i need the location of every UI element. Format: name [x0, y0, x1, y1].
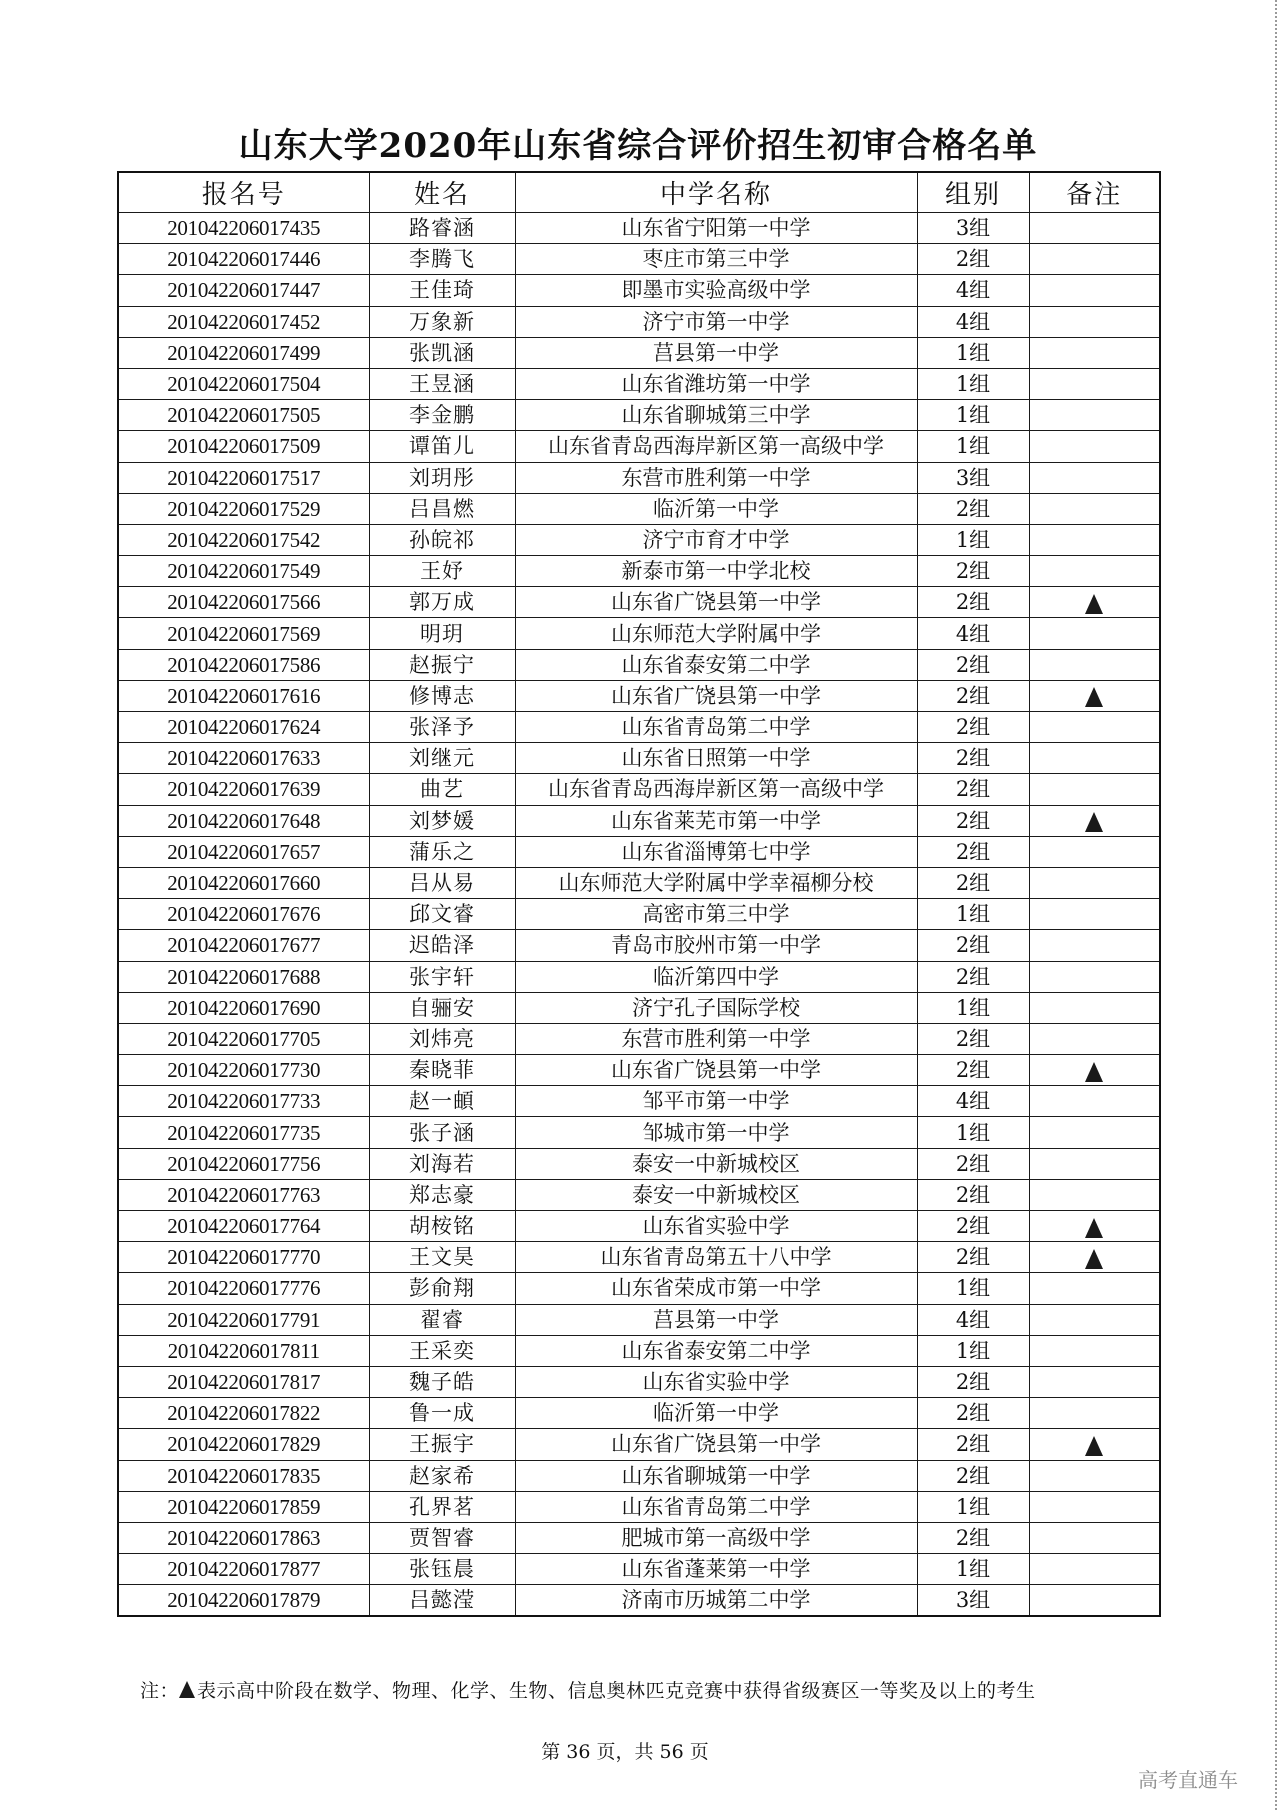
table-row — [118, 867, 1160, 898]
registration-id-cell: 201042206017504 — [118, 368, 369, 399]
registration-id-cell: 201042206017770 — [118, 1242, 369, 1273]
table-row — [118, 1491, 1160, 1522]
remark-cell — [1029, 213, 1160, 244]
student-name-cell: 邱文睿 — [369, 899, 515, 930]
school-name-cell: 山东师范大学附属中学 — [515, 618, 917, 649]
school-name-cell: 邹平市第一中学 — [515, 1086, 917, 1117]
footnote-text: 表示高中阶段在数学、物理、化学、生物、信息奥林匹克竞赛中获得省级赛区一等奖及以上的考生 — [197, 1680, 1036, 1702]
group-cell: 2组 — [917, 1522, 1029, 1553]
school-name-cell: 山东省蓬莱第一中学 — [515, 1554, 917, 1585]
registration-id-cell: 201042206017446 — [118, 244, 369, 275]
school-name-cell: 青岛市胶州市第一中学 — [515, 930, 917, 961]
table-row — [118, 1211, 1160, 1242]
remark-cell — [1029, 930, 1160, 961]
group-cell: 1组 — [917, 400, 1029, 431]
registration-id-cell: 201042206017517 — [118, 462, 369, 493]
registration-id-cell: 201042206017690 — [118, 992, 369, 1023]
registration-id-cell: 201042206017657 — [118, 836, 369, 867]
group-cell: 2组 — [917, 493, 1029, 524]
table-row — [118, 1242, 1160, 1273]
school-name-cell: 济宁孔子国际学校 — [515, 992, 917, 1023]
student-name-cell: 张凯涵 — [369, 337, 515, 368]
remark-cell — [1029, 400, 1160, 431]
admission-list-table — [117, 171, 1161, 1617]
student-name-cell: 自骊安 — [369, 992, 515, 1023]
school-name-cell: 东营市胜利第一中学 — [515, 1023, 917, 1054]
group-cell: 2组 — [917, 1460, 1029, 1491]
student-name-cell: 王佳琦 — [369, 275, 515, 306]
remark-cell — [1029, 1491, 1160, 1522]
student-name-cell: 王妤 — [369, 556, 515, 587]
registration-id-cell: 201042206017822 — [118, 1398, 369, 1429]
group-cell: 1组 — [917, 1335, 1029, 1366]
registration-id-cell: 201042206017676 — [118, 899, 369, 930]
school-name-cell: 山东省广饶县第一中学 — [515, 1055, 917, 1086]
table-row — [118, 556, 1160, 587]
group-cell: 2组 — [917, 556, 1029, 587]
table-row — [118, 1460, 1160, 1491]
group-cell: 2组 — [917, 867, 1029, 898]
student-name-cell: 郑志豪 — [369, 1179, 515, 1210]
table-row — [118, 743, 1160, 774]
school-name-cell: 山东省青岛第五十八中学 — [515, 1242, 917, 1273]
remark-cell — [1029, 1398, 1160, 1429]
group-cell: 2组 — [917, 1242, 1029, 1273]
remark-cell — [1029, 337, 1160, 368]
table-row — [118, 1273, 1160, 1304]
remark-cell — [1029, 1585, 1160, 1617]
registration-id-cell: 201042206017633 — [118, 743, 369, 774]
remark-cell — [1029, 805, 1160, 836]
student-name-cell: 刘海若 — [369, 1148, 515, 1179]
student-name-cell: 吕懿滢 — [369, 1585, 515, 1617]
group-cell: 4组 — [917, 275, 1029, 306]
group-cell: 2组 — [917, 774, 1029, 805]
registration-id-cell: 201042206017705 — [118, 1023, 369, 1054]
school-name-cell: 邹城市第一中学 — [515, 1117, 917, 1148]
school-name-cell: 临沂第一中学 — [515, 493, 917, 524]
table-row — [118, 1429, 1160, 1460]
registration-id-cell: 201042206017616 — [118, 680, 369, 711]
student-name-cell: 刘玥彤 — [369, 462, 515, 493]
school-name-cell: 即墨市实验高级中学 — [515, 275, 917, 306]
page-number: 第 36 页，共 56 页 — [541, 1741, 709, 1763]
triangle-icon — [1085, 1436, 1103, 1456]
remark-cell — [1029, 712, 1160, 743]
registration-id-cell: 201042206017735 — [118, 1117, 369, 1148]
remark-cell — [1029, 493, 1160, 524]
table-row — [118, 992, 1160, 1023]
group-cell: 1组 — [917, 368, 1029, 399]
group-cell: 2组 — [917, 1398, 1029, 1429]
registration-id-cell: 201042206017566 — [118, 587, 369, 618]
remark-cell — [1029, 1335, 1160, 1366]
registration-id-cell: 201042206017452 — [118, 306, 369, 337]
table-row — [118, 1585, 1160, 1617]
student-name-cell: 张钰晨 — [369, 1554, 515, 1585]
table-row — [118, 1179, 1160, 1210]
table-row — [118, 1148, 1160, 1179]
student-name-cell: 迟皓泽 — [369, 930, 515, 961]
group-cell: 2组 — [917, 805, 1029, 836]
footnote — [140, 1678, 1036, 1704]
group-cell: 1组 — [917, 1554, 1029, 1585]
remark-cell — [1029, 1304, 1160, 1335]
student-name-cell: 蒲乐之 — [369, 836, 515, 867]
group-cell: 2组 — [917, 1211, 1029, 1242]
group-cell: 1组 — [917, 899, 1029, 930]
group-cell: 2组 — [917, 1429, 1029, 1460]
school-name-cell: 山东省广饶县第一中学 — [515, 1429, 917, 1460]
table-row — [118, 1055, 1160, 1086]
group-cell: 4组 — [917, 306, 1029, 337]
table-row — [118, 587, 1160, 618]
registration-id-cell: 201042206017877 — [118, 1554, 369, 1585]
group-cell: 2组 — [917, 1055, 1029, 1086]
remark-cell — [1029, 649, 1160, 680]
group-cell: 3组 — [917, 462, 1029, 493]
remark-cell — [1029, 1023, 1160, 1054]
registration-id-cell: 201042206017764 — [118, 1211, 369, 1242]
school-name-cell: 山东省荣成市第一中学 — [515, 1273, 917, 1304]
student-name-cell: 曲艺 — [369, 774, 515, 805]
table-header-row — [118, 172, 1160, 213]
school-name-cell: 山东省青岛第二中学 — [515, 1491, 917, 1522]
school-name-cell: 东营市胜利第一中学 — [515, 462, 917, 493]
school-name-cell: 莒县第一中学 — [515, 1304, 917, 1335]
registration-id-cell: 201042206017569 — [118, 618, 369, 649]
school-name-cell: 山东省聊城第三中学 — [515, 400, 917, 431]
remark-cell — [1029, 556, 1160, 587]
table-row — [118, 805, 1160, 836]
table-row — [118, 1086, 1160, 1117]
school-name-cell: 山东省聊城第一中学 — [515, 1460, 917, 1491]
remark-cell — [1029, 743, 1160, 774]
group-cell: 1组 — [917, 1117, 1029, 1148]
registration-id-cell: 201042206017499 — [118, 337, 369, 368]
remark-cell — [1029, 1179, 1160, 1210]
table-row — [118, 462, 1160, 493]
table-row — [118, 836, 1160, 867]
student-name-cell: 孔界茗 — [369, 1491, 515, 1522]
registration-id-cell: 201042206017447 — [118, 275, 369, 306]
school-name-cell: 山东师范大学附属中学幸福柳分校 — [515, 867, 917, 898]
school-name-cell: 山东省青岛西海岸新区第一高级中学 — [515, 431, 917, 462]
student-name-cell: 孙皖祁 — [369, 524, 515, 555]
school-name-cell: 山东省青岛第二中学 — [515, 712, 917, 743]
registration-id-cell: 201042206017509 — [118, 431, 369, 462]
column-header-registration-id: 报名号 — [118, 172, 369, 213]
remark-cell — [1029, 961, 1160, 992]
table-row — [118, 1554, 1160, 1585]
remark-cell — [1029, 836, 1160, 867]
registration-id-cell: 201042206017879 — [118, 1585, 369, 1617]
student-name-cell: 修博志 — [369, 680, 515, 711]
school-name-cell: 济南市历城第二中学 — [515, 1585, 917, 1617]
triangle-icon — [179, 1681, 195, 1698]
group-cell: 2组 — [917, 680, 1029, 711]
remark-cell — [1029, 680, 1160, 711]
registration-id-cell: 201042206017648 — [118, 805, 369, 836]
school-name-cell: 临沂第一中学 — [515, 1398, 917, 1429]
registration-id-cell: 201042206017660 — [118, 867, 369, 898]
table-row — [118, 961, 1160, 992]
remark-cell — [1029, 368, 1160, 399]
student-name-cell: 刘炜亮 — [369, 1023, 515, 1054]
remark-cell — [1029, 462, 1160, 493]
triangle-icon — [1085, 1218, 1103, 1238]
registration-id-cell: 201042206017791 — [118, 1304, 369, 1335]
school-name-cell: 高密市第三中学 — [515, 899, 917, 930]
registration-id-cell: 201042206017733 — [118, 1086, 369, 1117]
group-cell: 2组 — [917, 1023, 1029, 1054]
group-cell: 2组 — [917, 244, 1029, 275]
student-name-cell: 赵一頔 — [369, 1086, 515, 1117]
registration-id-cell: 201042206017863 — [118, 1522, 369, 1553]
table-row — [118, 774, 1160, 805]
student-name-cell: 魏子皓 — [369, 1366, 515, 1397]
group-cell: 1组 — [917, 431, 1029, 462]
table-row — [118, 680, 1160, 711]
group-cell: 4组 — [917, 1086, 1029, 1117]
school-name-cell: 山东省实验中学 — [515, 1366, 917, 1397]
table-row — [118, 368, 1160, 399]
school-name-cell: 山东省泰安第二中学 — [515, 649, 917, 680]
remark-cell — [1029, 587, 1160, 618]
student-name-cell: 胡桉铭 — [369, 1211, 515, 1242]
remark-cell — [1029, 1086, 1160, 1117]
student-name-cell: 李腾飞 — [369, 244, 515, 275]
remark-cell — [1029, 992, 1160, 1023]
table-row — [118, 649, 1160, 680]
student-name-cell: 鲁一成 — [369, 1398, 515, 1429]
table-row — [118, 1023, 1160, 1054]
page-title: 山东大学2020年山东省综合评价招生初审合格名单 — [238, 126, 1038, 166]
table-row — [118, 930, 1160, 961]
group-cell: 2组 — [917, 1148, 1029, 1179]
column-header-name: 姓名 — [369, 172, 515, 213]
school-name-cell: 山东省潍坊第一中学 — [515, 368, 917, 399]
table-row — [118, 618, 1160, 649]
remark-cell — [1029, 306, 1160, 337]
registration-id-cell: 201042206017688 — [118, 961, 369, 992]
registration-id-cell: 201042206017829 — [118, 1429, 369, 1460]
school-name-cell: 济宁市育才中学 — [515, 524, 917, 555]
registration-id-cell: 201042206017542 — [118, 524, 369, 555]
triangle-icon — [1085, 812, 1103, 832]
student-name-cell: 万象新 — [369, 306, 515, 337]
group-cell: 2组 — [917, 649, 1029, 680]
remark-cell — [1029, 1055, 1160, 1086]
student-name-cell: 王振宇 — [369, 1429, 515, 1460]
registration-id-cell: 201042206017730 — [118, 1055, 369, 1086]
table-row — [118, 400, 1160, 431]
group-cell: 2组 — [917, 1179, 1029, 1210]
school-name-cell: 枣庄市第三中学 — [515, 244, 917, 275]
table-row — [118, 493, 1160, 524]
column-header-group: 组别 — [917, 172, 1029, 213]
school-name-cell: 泰安一中新城校区 — [515, 1148, 917, 1179]
group-cell: 2组 — [917, 961, 1029, 992]
table-row — [118, 213, 1160, 244]
student-name-cell: 谭笛儿 — [369, 431, 515, 462]
group-cell: 1组 — [917, 1273, 1029, 1304]
school-name-cell: 新泰市第一中学北校 — [515, 556, 917, 587]
student-name-cell: 明玥 — [369, 618, 515, 649]
student-name-cell: 李金鹏 — [369, 400, 515, 431]
student-name-cell: 王昱涵 — [369, 368, 515, 399]
registration-id-cell: 201042206017624 — [118, 712, 369, 743]
remark-cell — [1029, 618, 1160, 649]
registration-id-cell: 201042206017776 — [118, 1273, 369, 1304]
remark-cell — [1029, 1429, 1160, 1460]
table-row — [118, 712, 1160, 743]
remark-cell — [1029, 1522, 1160, 1553]
group-cell: 3组 — [917, 1585, 1029, 1617]
group-cell: 4组 — [917, 1304, 1029, 1335]
group-cell: 1组 — [917, 1491, 1029, 1522]
group-cell: 2组 — [917, 930, 1029, 961]
school-name-cell: 山东省泰安第二中学 — [515, 1335, 917, 1366]
school-name-cell: 山东省青岛西海岸新区第一高级中学 — [515, 774, 917, 805]
watermark: 高考直通车 — [1138, 1768, 1238, 1792]
student-name-cell: 张宇轩 — [369, 961, 515, 992]
remark-cell — [1029, 244, 1160, 275]
school-name-cell: 山东省淄博第七中学 — [515, 836, 917, 867]
table-row — [118, 899, 1160, 930]
table-body — [118, 213, 1160, 1617]
table-row — [118, 1117, 1160, 1148]
student-name-cell: 刘梦媛 — [369, 805, 515, 836]
group-cell: 1组 — [917, 524, 1029, 555]
group-cell: 4组 — [917, 618, 1029, 649]
school-name-cell: 济宁市第一中学 — [515, 306, 917, 337]
student-name-cell: 秦晓菲 — [369, 1055, 515, 1086]
remark-cell — [1029, 1242, 1160, 1273]
registration-id-cell: 201042206017756 — [118, 1148, 369, 1179]
registration-id-cell: 201042206017677 — [118, 930, 369, 961]
table-row — [118, 431, 1160, 462]
table-row — [118, 275, 1160, 306]
registration-id-cell: 201042206017859 — [118, 1491, 369, 1522]
school-name-cell: 泰安一中新城校区 — [515, 1179, 917, 1210]
student-name-cell: 翟睿 — [369, 1304, 515, 1335]
triangle-icon — [1085, 1062, 1103, 1082]
registration-id-cell: 201042206017435 — [118, 213, 369, 244]
student-name-cell: 张泽予 — [369, 712, 515, 743]
group-cell: 2组 — [917, 587, 1029, 618]
table-row — [118, 524, 1160, 555]
student-name-cell: 刘继元 — [369, 743, 515, 774]
triangle-icon — [1085, 687, 1103, 707]
group-cell: 1组 — [917, 337, 1029, 368]
remark-cell — [1029, 1460, 1160, 1491]
remark-cell — [1029, 867, 1160, 898]
table-row — [118, 306, 1160, 337]
column-header-school: 中学名称 — [515, 172, 917, 213]
school-name-cell: 山东省宁阳第一中学 — [515, 213, 917, 244]
remark-cell — [1029, 899, 1160, 930]
school-name-cell: 临沂第四中学 — [515, 961, 917, 992]
page-border — [1275, 0, 1277, 1810]
table-row — [118, 1304, 1160, 1335]
triangle-icon — [1085, 1249, 1103, 1269]
remark-cell — [1029, 1554, 1160, 1585]
registration-id-cell: 201042206017586 — [118, 649, 369, 680]
school-name-cell: 山东省广饶县第一中学 — [515, 680, 917, 711]
registration-id-cell: 201042206017549 — [118, 556, 369, 587]
remark-cell — [1029, 1211, 1160, 1242]
registration-id-cell: 201042206017639 — [118, 774, 369, 805]
column-header-remark: 备注 — [1029, 172, 1160, 213]
school-name-cell: 莒县第一中学 — [515, 337, 917, 368]
school-name-cell: 山东省日照第一中学 — [515, 743, 917, 774]
remark-cell — [1029, 275, 1160, 306]
student-name-cell: 郭万成 — [369, 587, 515, 618]
remark-cell — [1029, 774, 1160, 805]
student-name-cell: 吕从易 — [369, 867, 515, 898]
school-name-cell: 山东省莱芜市第一中学 — [515, 805, 917, 836]
student-name-cell: 彭俞翔 — [369, 1273, 515, 1304]
student-name-cell: 赵振宁 — [369, 649, 515, 680]
registration-id-cell: 201042206017505 — [118, 400, 369, 431]
group-cell: 2组 — [917, 836, 1029, 867]
student-name-cell: 赵家希 — [369, 1460, 515, 1491]
remark-cell — [1029, 1273, 1160, 1304]
student-name-cell: 路睿涵 — [369, 213, 515, 244]
remark-cell — [1029, 1366, 1160, 1397]
remark-cell — [1029, 524, 1160, 555]
table-row — [118, 1366, 1160, 1397]
registration-id-cell: 201042206017835 — [118, 1460, 369, 1491]
group-cell: 2组 — [917, 1366, 1029, 1397]
registration-id-cell: 201042206017811 — [118, 1335, 369, 1366]
registration-id-cell: 201042206017763 — [118, 1179, 369, 1210]
school-name-cell: 山东省实验中学 — [515, 1211, 917, 1242]
group-cell: 3组 — [917, 213, 1029, 244]
table-row — [118, 244, 1160, 275]
remark-cell — [1029, 431, 1160, 462]
footnote-prefix: 注： — [140, 1680, 180, 1702]
school-name-cell: 肥城市第一高级中学 — [515, 1522, 917, 1553]
student-name-cell: 贾智睿 — [369, 1522, 515, 1553]
group-cell: 2组 — [917, 712, 1029, 743]
student-name-cell: 王文昊 — [369, 1242, 515, 1273]
student-name-cell: 张子涵 — [369, 1117, 515, 1148]
registration-id-cell: 201042206017817 — [118, 1366, 369, 1397]
student-name-cell: 王采奕 — [369, 1335, 515, 1366]
remark-cell — [1029, 1148, 1160, 1179]
table-row — [118, 337, 1160, 368]
group-cell: 1组 — [917, 992, 1029, 1023]
remark-cell — [1029, 1117, 1160, 1148]
school-name-cell: 山东省广饶县第一中学 — [515, 587, 917, 618]
student-name-cell: 吕昌燃 — [369, 493, 515, 524]
table-row — [118, 1522, 1160, 1553]
table-row — [118, 1335, 1160, 1366]
registration-id-cell: 201042206017529 — [118, 493, 369, 524]
triangle-icon — [1085, 594, 1103, 614]
group-cell: 2组 — [917, 743, 1029, 774]
table-row — [118, 1398, 1160, 1429]
